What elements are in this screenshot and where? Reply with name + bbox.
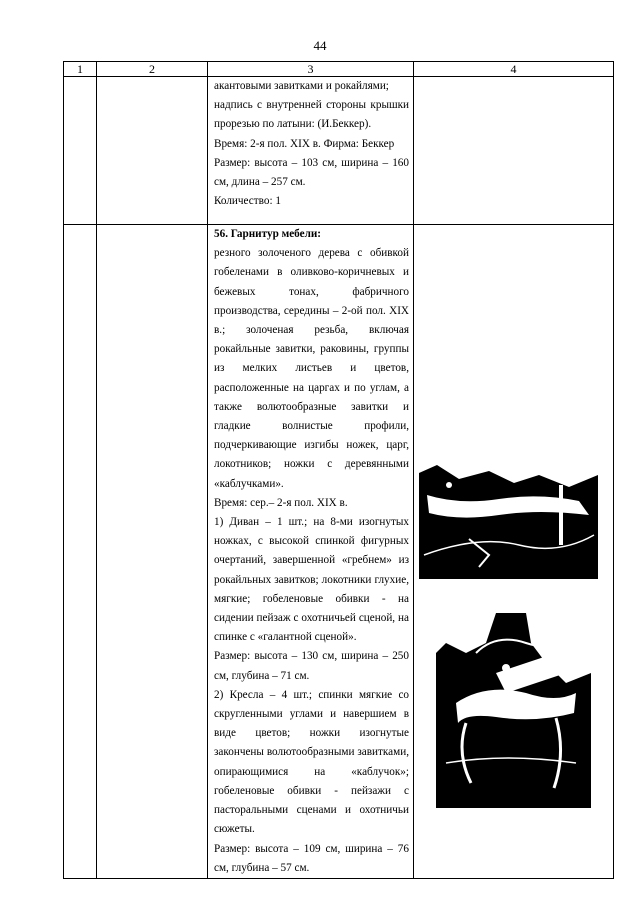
description-line: акантовыми завитками и рокайлями; (214, 80, 389, 92)
cell-number (64, 77, 97, 225)
page-number: 44 (313, 38, 327, 53)
description-line: Количество: 1 (214, 195, 281, 208)
description-line: Размер: высота – 103 см, ширина – 160 см, длина – 257 см. (214, 156, 409, 189)
description-paragraph: Время: сер.– 2-я пол. XIX в. (214, 496, 348, 509)
column-header-4: 4 (414, 62, 614, 77)
description-paragraph: Размер: высота – 130 см, ширина – 250 см, глубина – 71 см. (214, 650, 409, 682)
description-paragraph: резного золоченого дерева с обивкой гобеленами в оливково-коричневых и бежевых тонах, фабричного производства, середины – 2-ой пол. XIX в.; золоченая резьба, включая рокайльные завитки, раковины, группы из мелких листьев и цветов, расположенные на царгах и по углам, а также волютообразные завитки и гладкие волнистые профили, подчеркивающие изгибы ножек, царг, локотников; ножки с деревянными «каблучками». (214, 247, 409, 490)
header-row (64, 62, 614, 77)
cell-col2 (97, 225, 208, 879)
cell-photo (414, 225, 614, 879)
cell-number (64, 225, 97, 879)
table-row (64, 77, 614, 225)
cell-col2 (97, 77, 208, 225)
description-line: Время: 2-я пол. XIX в. Фирма: Беккер (214, 137, 395, 150)
column-header-3: 3 (208, 62, 414, 77)
column-header-2: 2 (97, 62, 208, 77)
item-title: 56. Гарнитур мебели: (214, 228, 322, 240)
description-line: надпись с внутренней стороны крышки прорезью по латыни: (И.Беккер). (214, 99, 409, 131)
table-row (64, 225, 614, 879)
cell-photo (414, 77, 614, 225)
cell-description (208, 225, 414, 879)
description-paragraph: 2) Кресла – 4 шт.; спинки мягкие со скругленными углами и навершием в виде цветов; ножки изогнутые закончены волютообразными завитками, опирающимися на «каблучок»; гобеленовые обивки - пейзажи с пасторальными сценами и охотничьи сюжеты. (214, 688, 409, 836)
armchair-photo (436, 613, 591, 808)
inventory-table (63, 61, 614, 879)
sofa-photo (419, 435, 598, 579)
column-header-1: 1 (64, 62, 97, 77)
description-paragraph: 1) Диван – 1 шт.; на 8-ми изогнутых ножках, с высокой спинкой фигурных очертаний, завершенной «гребнем» из рокайльных завитков; локотники глухие, мягкие; гобеленовые обивки - на сидении пейзаж с охотничьей сценой, на спинке с «галантной сценой». (214, 516, 409, 644)
description-paragraph: Размер: высота – 109 см, ширина – 76 см, глубина – 57 см. (214, 842, 409, 874)
cell-description (208, 77, 414, 225)
